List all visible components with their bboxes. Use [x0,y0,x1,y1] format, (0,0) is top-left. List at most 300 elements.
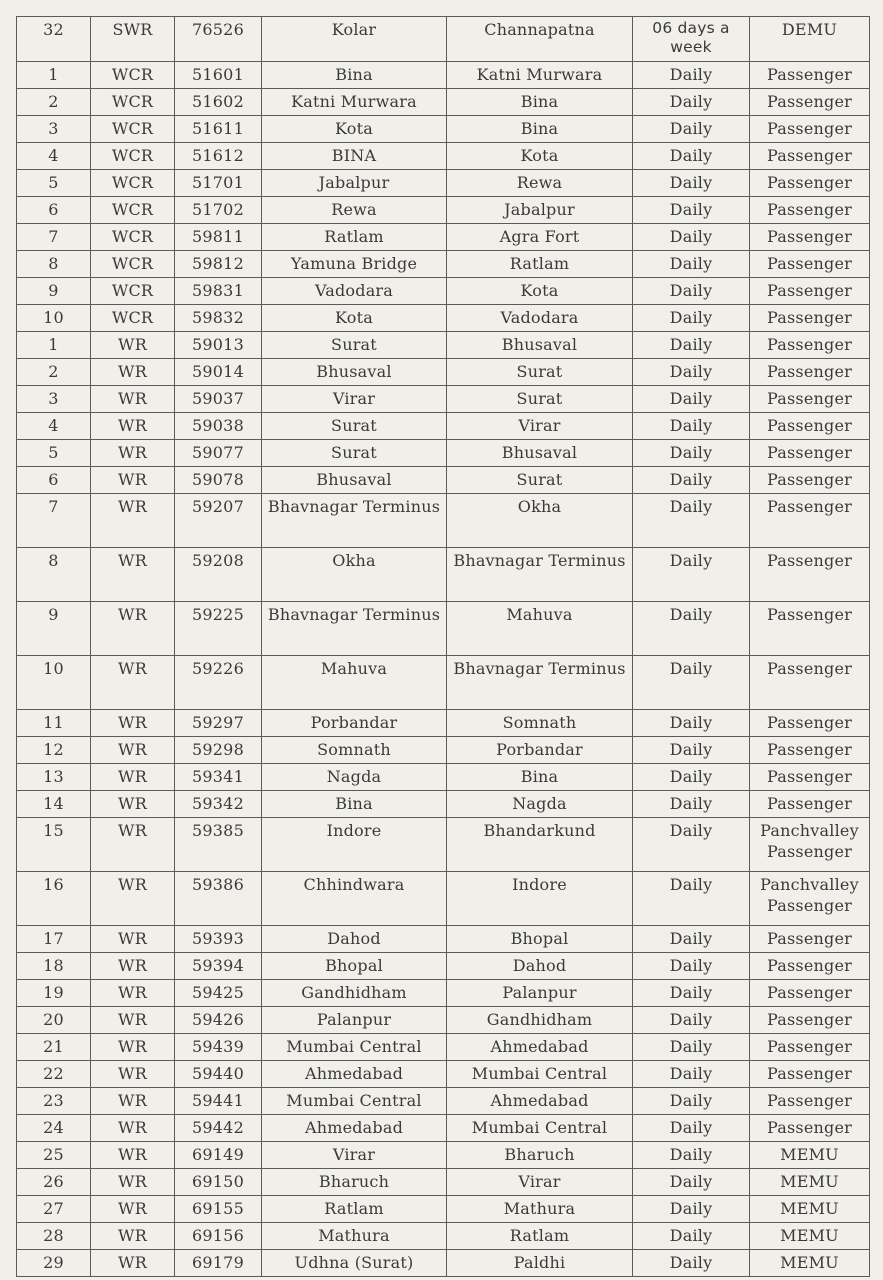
to-station-cell: Surat [447,467,633,494]
train-number-cell: 59385 [175,818,262,872]
zone-cell: WCR [91,197,175,224]
train-number-cell: 59393 [175,926,262,953]
table-row [17,170,870,197]
from-station-cell: BINA [262,143,447,170]
to-station-cell: Dahod [447,953,633,980]
train-type-cell: MEMU [750,1142,870,1169]
train-number-cell: 69150 [175,1169,262,1196]
table-row [17,764,870,791]
from-station-cell: Bhavnagar Terminus [262,494,447,548]
train-number-cell: 76526 [175,17,262,62]
to-station-cell: Okha [447,494,633,548]
from-station-cell: Dahod [262,926,447,953]
train-type-cell: Passenger [750,197,870,224]
train-type-cell: Passenger [750,359,870,386]
to-station-cell: Bhandarkund [447,818,633,872]
table-row [17,1250,870,1277]
from-station-cell: Virar [262,386,447,413]
frequency-cell: Daily [633,1061,750,1088]
table-row [17,494,870,548]
table-row [17,251,870,278]
table-row [17,440,870,467]
train-number-cell: 51702 [175,197,262,224]
sl-no-cell: 27 [17,1196,91,1223]
from-station-cell: Jabalpur [262,170,447,197]
frequency-cell: Daily [633,1142,750,1169]
sl-no-cell: 3 [17,116,91,143]
from-station-cell: Okha [262,548,447,602]
sl-no-cell: 2 [17,359,91,386]
train-type-cell: Passenger [750,1007,870,1034]
frequency-cell: Daily [633,980,750,1007]
to-station-cell: Rewa [447,170,633,197]
to-station-cell: Mathura [447,1196,633,1223]
sl-no-cell: 21 [17,1034,91,1061]
table-row [17,602,870,656]
table-row [17,305,870,332]
zone-cell: WCR [91,224,175,251]
table-row [17,197,870,224]
sl-no-cell: 2 [17,89,91,116]
zone-cell: WCR [91,278,175,305]
from-station-cell: Surat [262,413,447,440]
sl-no-cell: 29 [17,1250,91,1277]
table-row [17,278,870,305]
from-station-cell: Mumbai Central [262,1034,447,1061]
train-number-cell: 59038 [175,413,262,440]
sl-no-cell: 7 [17,494,91,548]
zone-cell: WR [91,818,175,872]
zone-cell: SWR [91,17,175,62]
from-station-cell: Udhna (Surat) [262,1250,447,1277]
train-type-cell: Passenger [750,710,870,737]
sl-no-cell: 24 [17,1115,91,1142]
train-number-cell: 51612 [175,143,262,170]
sl-no-cell: 26 [17,1169,91,1196]
frequency-cell: Daily [633,1007,750,1034]
zone-cell: WR [91,386,175,413]
frequency-cell: Daily [633,953,750,980]
train-type-cell: MEMU [750,1223,870,1250]
frequency-cell: Daily [633,170,750,197]
sl-no-cell: 10 [17,305,91,332]
table-row [17,17,870,62]
train-number-cell: 69156 [175,1223,262,1250]
zone-cell: WR [91,710,175,737]
train-type-cell: Passenger [750,440,870,467]
train-type-cell: Passenger [750,224,870,251]
train-type-cell: Passenger [750,62,870,89]
train-type-cell: Passenger [750,1061,870,1088]
train-number-cell: 59831 [175,278,262,305]
train-number-cell: 59394 [175,953,262,980]
table-row [17,1169,870,1196]
to-station-cell: Palanpur [447,980,633,1007]
train-number-cell: 59832 [175,305,262,332]
table-row [17,386,870,413]
table-row [17,656,870,710]
sl-no-cell: 23 [17,1088,91,1115]
to-station-cell: Kota [447,143,633,170]
sl-no-cell: 9 [17,278,91,305]
zone-cell: WCR [91,251,175,278]
to-station-cell: Bina [447,764,633,791]
table-row [17,224,870,251]
frequency-cell: Daily [633,467,750,494]
train-type-cell: Passenger [750,1115,870,1142]
to-station-cell: Ratlam [447,1223,633,1250]
to-station-cell: Somnath [447,710,633,737]
frequency-cell: Daily [633,1115,750,1142]
train-number-cell: 59440 [175,1061,262,1088]
to-station-cell: Virar [447,1169,633,1196]
train-type-cell: Panchvalley Passenger [750,818,870,872]
zone-cell: WR [91,494,175,548]
to-station-cell: Porbandar [447,737,633,764]
table-row [17,548,870,602]
table-row [17,1088,870,1115]
train-number-cell: 59441 [175,1088,262,1115]
table-row [17,872,870,926]
from-station-cell: Virar [262,1142,447,1169]
from-station-cell: Surat [262,440,447,467]
train-type-cell: MEMU [750,1169,870,1196]
from-station-cell: Surat [262,332,447,359]
zone-cell: WR [91,1223,175,1250]
frequency-cell: 06 days a week [633,17,750,62]
train-type-cell: Passenger [750,791,870,818]
sl-no-cell: 1 [17,332,91,359]
train-number-cell: 59298 [175,737,262,764]
table-row [17,1034,870,1061]
table-row [17,1007,870,1034]
train-type-cell: Passenger [750,602,870,656]
zone-cell: WR [91,1061,175,1088]
to-station-cell: Mumbai Central [447,1115,633,1142]
train-number-cell: 51601 [175,62,262,89]
to-station-cell: Indore [447,872,633,926]
zone-cell: WR [91,1142,175,1169]
train-type-cell: MEMU [750,1250,870,1277]
sl-no-cell: 20 [17,1007,91,1034]
table-row [17,143,870,170]
to-station-cell: Surat [447,386,633,413]
frequency-cell: Daily [633,89,750,116]
train-number-cell: 51611 [175,116,262,143]
sl-no-cell: 16 [17,872,91,926]
zone-cell: WR [91,548,175,602]
to-station-cell: Bhavnagar Terminus [447,548,633,602]
frequency-cell: Daily [633,278,750,305]
from-station-cell: Somnath [262,737,447,764]
frequency-cell: Daily [633,1196,750,1223]
sl-no-cell: 10 [17,656,91,710]
to-station-cell: Bhusaval [447,332,633,359]
to-station-cell: Paldhi [447,1250,633,1277]
train-type-cell: DEMU [750,17,870,62]
sl-no-cell: 15 [17,818,91,872]
frequency-cell: Daily [633,602,750,656]
from-station-cell: Bhavnagar Terminus [262,602,447,656]
zone-cell: WR [91,440,175,467]
train-number-cell: 59225 [175,602,262,656]
from-station-cell: Ahmedabad [262,1061,447,1088]
train-number-cell: 59811 [175,224,262,251]
frequency-cell: Daily [633,737,750,764]
sl-no-cell: 28 [17,1223,91,1250]
to-station-cell: Agra Fort [447,224,633,251]
from-station-cell: Bhusaval [262,359,447,386]
from-station-cell: Mahuva [262,656,447,710]
from-station-cell: Bina [262,791,447,818]
sl-no-cell: 6 [17,197,91,224]
train-type-cell: Passenger [750,170,870,197]
from-station-cell: Ahmedabad [262,1115,447,1142]
sl-no-cell: 22 [17,1061,91,1088]
sl-no-cell: 8 [17,548,91,602]
to-station-cell: Ahmedabad [447,1034,633,1061]
from-station-cell: Indore [262,818,447,872]
table-row [17,953,870,980]
zone-cell: WCR [91,143,175,170]
from-station-cell: Chhindwara [262,872,447,926]
zone-cell: WR [91,1196,175,1223]
train-type-cell: Passenger [750,278,870,305]
table-row [17,467,870,494]
table-row [17,980,870,1007]
sl-no-cell: 6 [17,467,91,494]
frequency-cell: Daily [633,332,750,359]
zone-cell: WR [91,764,175,791]
from-station-cell: Bina [262,62,447,89]
table-row [17,791,870,818]
zone-cell: WR [91,1250,175,1277]
to-station-cell: Bharuch [447,1142,633,1169]
train-number-cell: 69149 [175,1142,262,1169]
train-table [16,16,870,1277]
train-type-cell: Passenger [750,764,870,791]
train-table-body [17,17,870,1277]
zone-cell: WCR [91,305,175,332]
from-station-cell: Katni Murwara [262,89,447,116]
train-number-cell: 69179 [175,1250,262,1277]
train-number-cell: 59013 [175,332,262,359]
sl-no-cell: 17 [17,926,91,953]
to-station-cell: Bina [447,116,633,143]
train-number-cell: 59207 [175,494,262,548]
from-station-cell: Ratlam [262,224,447,251]
train-number-cell: 59077 [175,440,262,467]
from-station-cell: Yamuna Bridge [262,251,447,278]
frequency-cell: Daily [633,764,750,791]
train-type-cell: Passenger [750,980,870,1007]
frequency-cell: Daily [633,548,750,602]
train-number-cell: 59078 [175,467,262,494]
sl-no-cell: 25 [17,1142,91,1169]
zone-cell: WR [91,737,175,764]
to-station-cell: Surat [447,359,633,386]
to-station-cell: Jabalpur [447,197,633,224]
sl-no-cell: 32 [17,17,91,62]
zone-cell: WR [91,467,175,494]
table-row [17,359,870,386]
frequency-cell: Daily [633,224,750,251]
train-number-cell: 59208 [175,548,262,602]
frequency-cell: Daily [633,251,750,278]
train-number-cell: 59014 [175,359,262,386]
to-station-cell: Mumbai Central [447,1061,633,1088]
zone-cell: WCR [91,62,175,89]
to-station-cell: Katni Murwara [447,62,633,89]
frequency-cell: Daily [633,62,750,89]
from-station-cell: Mathura [262,1223,447,1250]
table-row [17,1115,870,1142]
zone-cell: WCR [91,89,175,116]
zone-cell: WR [91,953,175,980]
to-station-cell: Mahuva [447,602,633,656]
zone-cell: WR [91,980,175,1007]
table-row [17,926,870,953]
train-number-cell: 59425 [175,980,262,1007]
to-station-cell: Bhavnagar Terminus [447,656,633,710]
train-type-cell: Passenger [750,737,870,764]
table-row [17,1223,870,1250]
sl-no-cell: 1 [17,62,91,89]
train-schedule-sheet [16,16,869,1277]
train-type-cell: Passenger [750,1088,870,1115]
frequency-cell: Daily [633,413,750,440]
frequency-cell: Daily [633,710,750,737]
zone-cell: WR [91,1007,175,1034]
zone-cell: WCR [91,170,175,197]
to-station-cell: Kota [447,278,633,305]
from-station-cell: Mumbai Central [262,1088,447,1115]
train-type-cell: Passenger [750,143,870,170]
train-type-cell: Passenger [750,332,870,359]
train-type-cell: Passenger [750,116,870,143]
to-station-cell: Ahmedabad [447,1088,633,1115]
from-station-cell: Palanpur [262,1007,447,1034]
to-station-cell: Virar [447,413,633,440]
frequency-cell: Daily [633,197,750,224]
train-type-cell: Passenger [750,413,870,440]
from-station-cell: Ratlam [262,1196,447,1223]
to-station-cell: Nagda [447,791,633,818]
frequency-cell: Daily [633,386,750,413]
table-row [17,116,870,143]
frequency-cell: Daily [633,1034,750,1061]
sl-no-cell: 12 [17,737,91,764]
zone-cell: WR [91,926,175,953]
to-station-cell: Ratlam [447,251,633,278]
from-station-cell: Bhopal [262,953,447,980]
train-type-cell: Passenger [750,305,870,332]
frequency-cell: Daily [633,143,750,170]
zone-cell: WR [91,359,175,386]
zone-cell: WR [91,872,175,926]
zone-cell: WR [91,413,175,440]
train-number-cell: 59386 [175,872,262,926]
frequency-cell: Daily [633,359,750,386]
train-type-cell: Passenger [750,89,870,116]
frequency-cell: Daily [633,305,750,332]
sl-no-cell: 3 [17,386,91,413]
sl-no-cell: 7 [17,224,91,251]
zone-cell: WR [91,1115,175,1142]
sl-no-cell: 18 [17,953,91,980]
train-number-cell: 59341 [175,764,262,791]
from-station-cell: Gandhidham [262,980,447,1007]
frequency-cell: Daily [633,1169,750,1196]
sl-no-cell: 4 [17,143,91,170]
train-number-cell: 59426 [175,1007,262,1034]
train-number-cell: 51602 [175,89,262,116]
table-row [17,710,870,737]
train-type-cell: Passenger [750,548,870,602]
train-type-cell: Passenger [750,1034,870,1061]
frequency-cell: Daily [633,116,750,143]
train-number-cell: 59226 [175,656,262,710]
to-station-cell: Channapatna [447,17,633,62]
from-station-cell: Kota [262,116,447,143]
from-station-cell: Vadodara [262,278,447,305]
frequency-cell: Daily [633,1250,750,1277]
zone-cell: WCR [91,116,175,143]
train-type-cell: Passenger [750,467,870,494]
sl-no-cell: 9 [17,602,91,656]
from-station-cell: Bhusaval [262,467,447,494]
train-type-cell: Passenger [750,656,870,710]
sl-no-cell: 4 [17,413,91,440]
train-number-cell: 59812 [175,251,262,278]
from-station-cell: Porbandar [262,710,447,737]
train-number-cell: 59297 [175,710,262,737]
from-station-cell: Kolar [262,17,447,62]
zone-cell: WR [91,332,175,359]
from-station-cell: Nagda [262,764,447,791]
frequency-cell: Daily [633,791,750,818]
sl-no-cell: 11 [17,710,91,737]
zone-cell: WR [91,1169,175,1196]
frequency-cell: Daily [633,818,750,872]
zone-cell: WR [91,656,175,710]
train-number-cell: 51701 [175,170,262,197]
train-type-cell: Panchvalley Passenger [750,872,870,926]
sl-no-cell: 19 [17,980,91,1007]
train-type-cell: MEMU [750,1196,870,1223]
table-row [17,62,870,89]
train-type-cell: Passenger [750,926,870,953]
train-number-cell: 59442 [175,1115,262,1142]
frequency-cell: Daily [633,494,750,548]
train-type-cell: Passenger [750,494,870,548]
zone-cell: WR [91,1034,175,1061]
train-number-cell: 69155 [175,1196,262,1223]
table-row [17,1061,870,1088]
train-type-cell: Passenger [750,953,870,980]
train-number-cell: 59342 [175,791,262,818]
sl-no-cell: 14 [17,791,91,818]
from-station-cell: Bharuch [262,1169,447,1196]
zone-cell: WR [91,602,175,656]
table-row [17,1142,870,1169]
zone-cell: WR [91,791,175,818]
table-row [17,737,870,764]
zone-cell: WR [91,1088,175,1115]
table-row [17,818,870,872]
frequency-cell: Daily [633,440,750,467]
frequency-cell: Daily [633,872,750,926]
